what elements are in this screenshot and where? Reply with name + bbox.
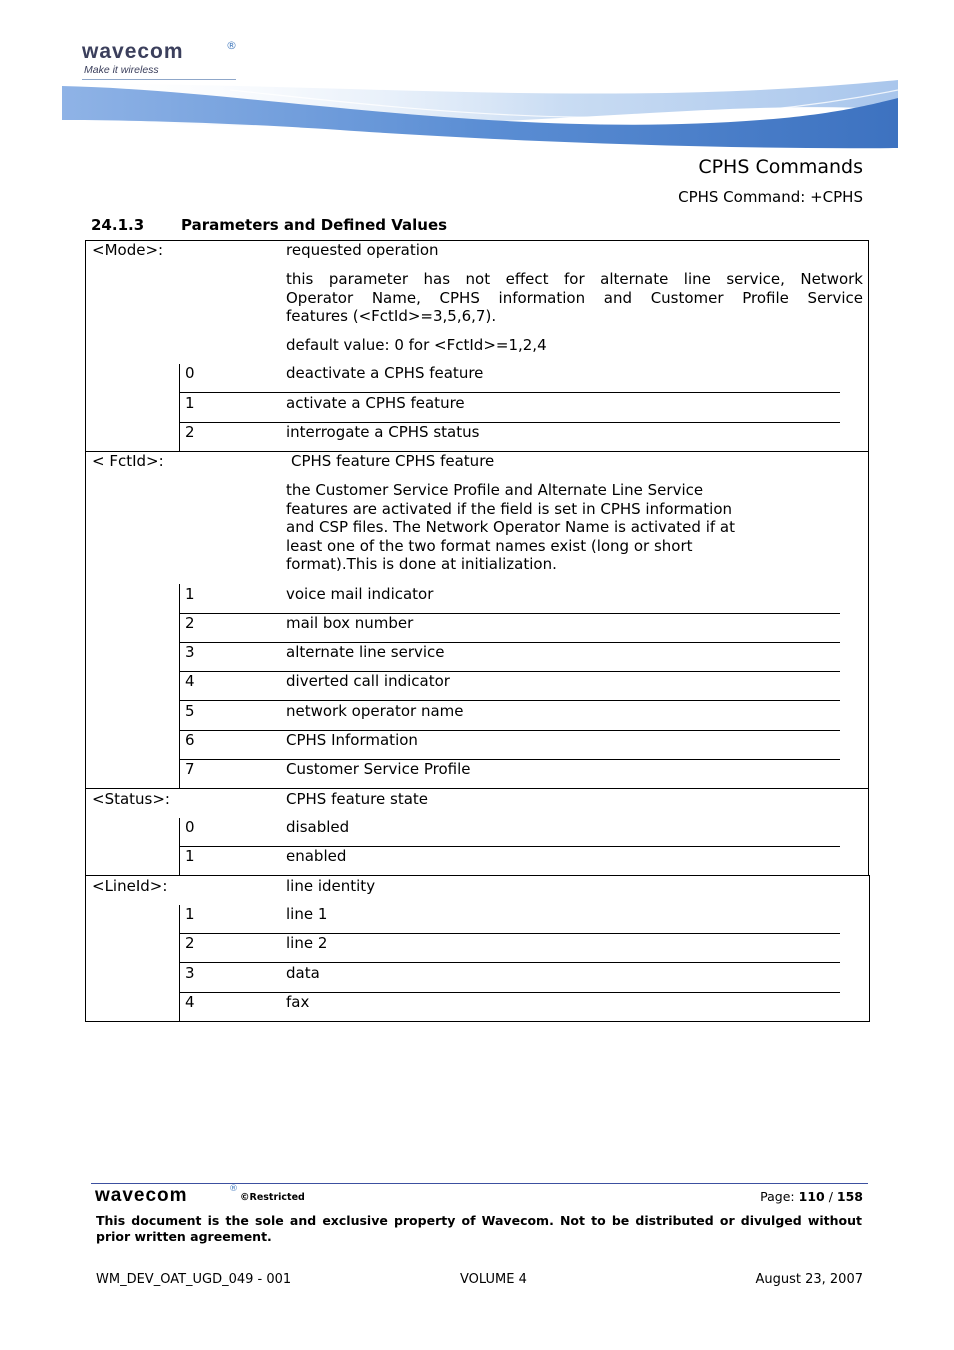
value-desc: activate a CPHS feature [286,394,465,412]
value-row-separator [179,392,840,393]
param-name-fctid: < FctId>: [92,452,164,470]
value-code: 4 [185,993,195,1011]
value-desc: deactivate a CPHS feature [286,364,484,382]
param-note-fctid [286,481,846,574]
value-column-border [179,905,180,1021]
param-name-mode: <Mode>: [92,241,164,259]
page-current: 110 [798,1189,825,1204]
footer-wavecom-logo: wavecom [95,1185,188,1206]
value-code: 1 [185,905,195,923]
footer-logo-registered-mark: ® [229,1184,238,1194]
value-row-separator [179,992,840,993]
note-line: Operator Name, CPHS information and Customer Profile Service [286,288,863,307]
param-desc-fctid: CPHS feature CPHS feature [291,452,495,470]
logo-tagline: Make it wireless [84,64,159,76]
value-row-separator [179,730,840,731]
section-title: CPHS Commands [698,156,863,178]
value-desc: CPHS Information [286,731,418,749]
value-desc: data [286,964,320,982]
value-desc: line 2 [286,934,328,952]
value-row-separator [179,700,840,701]
table-right-border-last [869,876,870,1022]
value-row-separator [179,613,840,614]
value-column-border [179,584,180,788]
wavecom-logo: wavecom [82,40,184,63]
value-desc: network operator name [286,702,464,720]
logo-registered-mark: ® [226,39,237,52]
note-line: features (<FctId>=3,5,6,7). [286,307,497,326]
table-right-border [868,240,869,876]
note-line: features are activated if the field is set in CPHS information [286,499,733,518]
note-line: least one of the two format names exist (long or short [286,536,693,555]
footer-document-id: WM_DEV_OAT_UGD_049 - 001 [96,1272,292,1287]
note-line: and CSP files. The Network Operator Name is activated if at [286,518,735,537]
value-desc: enabled [286,847,347,865]
value-desc: disabled [286,818,350,836]
value-desc: Customer Service Profile [286,760,471,778]
param-desc-status: CPHS feature state [286,790,429,808]
value-code: 1 [185,394,195,412]
value-code: 3 [185,964,195,982]
value-desc: voice mail indicator [286,585,434,603]
value-row-separator [179,671,840,672]
section-subtitle: CPHS Command: +CPHS [678,188,863,206]
value-code: 1 [185,585,195,603]
heading-text: Parameters and Defined Values [181,216,448,234]
footer-date: August 23, 2007 [755,1272,863,1287]
value-code: 3 [185,643,195,661]
value-code: 0 [185,364,195,382]
table-top-border [85,240,869,241]
value-row-separator [179,933,840,934]
param-default-mode: default value: 0 for <FctId>=1,2,4 [286,336,547,354]
value-code: 0 [185,818,195,836]
value-row-separator [179,422,840,423]
value-row-separator [179,962,840,963]
value-code: 2 [185,423,195,441]
value-code: 5 [185,702,195,720]
param-desc-mode: requested operation [286,241,439,259]
param-note-mode [286,270,863,326]
value-row-separator [179,759,840,760]
footer-rule [91,1183,868,1184]
value-column-border [179,364,180,451]
footer-page-number [760,1189,863,1204]
note-line: format).This is done at initialization. [286,555,557,574]
value-code: 6 [185,731,195,749]
section-separator [85,788,869,789]
param-name-lineid: <LineId>: [92,877,168,895]
value-desc: fax [286,993,310,1011]
value-desc: interrogate a CPHS status [286,423,480,441]
value-desc: diverted call indicator [286,672,450,690]
value-code: 2 [185,934,195,952]
value-row-separator [179,642,840,643]
table-bottom-border [85,1021,870,1022]
page-separator: / [824,1189,837,1204]
footer-volume: VOLUME 4 [460,1272,527,1287]
value-desc: line 1 [286,905,328,923]
value-code: 4 [185,672,195,690]
page-total: 158 [836,1189,863,1204]
section-separator [85,875,870,876]
footer-restricted-label: ©Restricted [240,1192,305,1203]
value-row-separator [179,846,840,847]
param-desc-lineid: line identity [286,877,376,895]
table-left-border [85,240,86,1022]
subsection-heading [91,216,447,234]
note-line: this parameter has not effect for alternate line service, Network [286,270,863,288]
page-label: Page: [760,1189,795,1204]
value-desc: mail box number [286,614,414,632]
note-line: the Customer Service Profile and Alternate Line Service [286,481,704,499]
value-code: 7 [185,760,195,778]
heading-number: 24.1.3 [91,216,145,234]
footer-confidentiality-notice: This document is the sole and exclusive property of Wavecom. Not to be distributed or divulged without prior written agreement. [96,1213,862,1244]
value-desc: alternate line service [286,643,445,661]
value-code: 1 [185,847,195,865]
header-swoosh-banner [0,50,954,160]
param-name-status: <Status>: [92,790,170,808]
value-code: 2 [185,614,195,632]
